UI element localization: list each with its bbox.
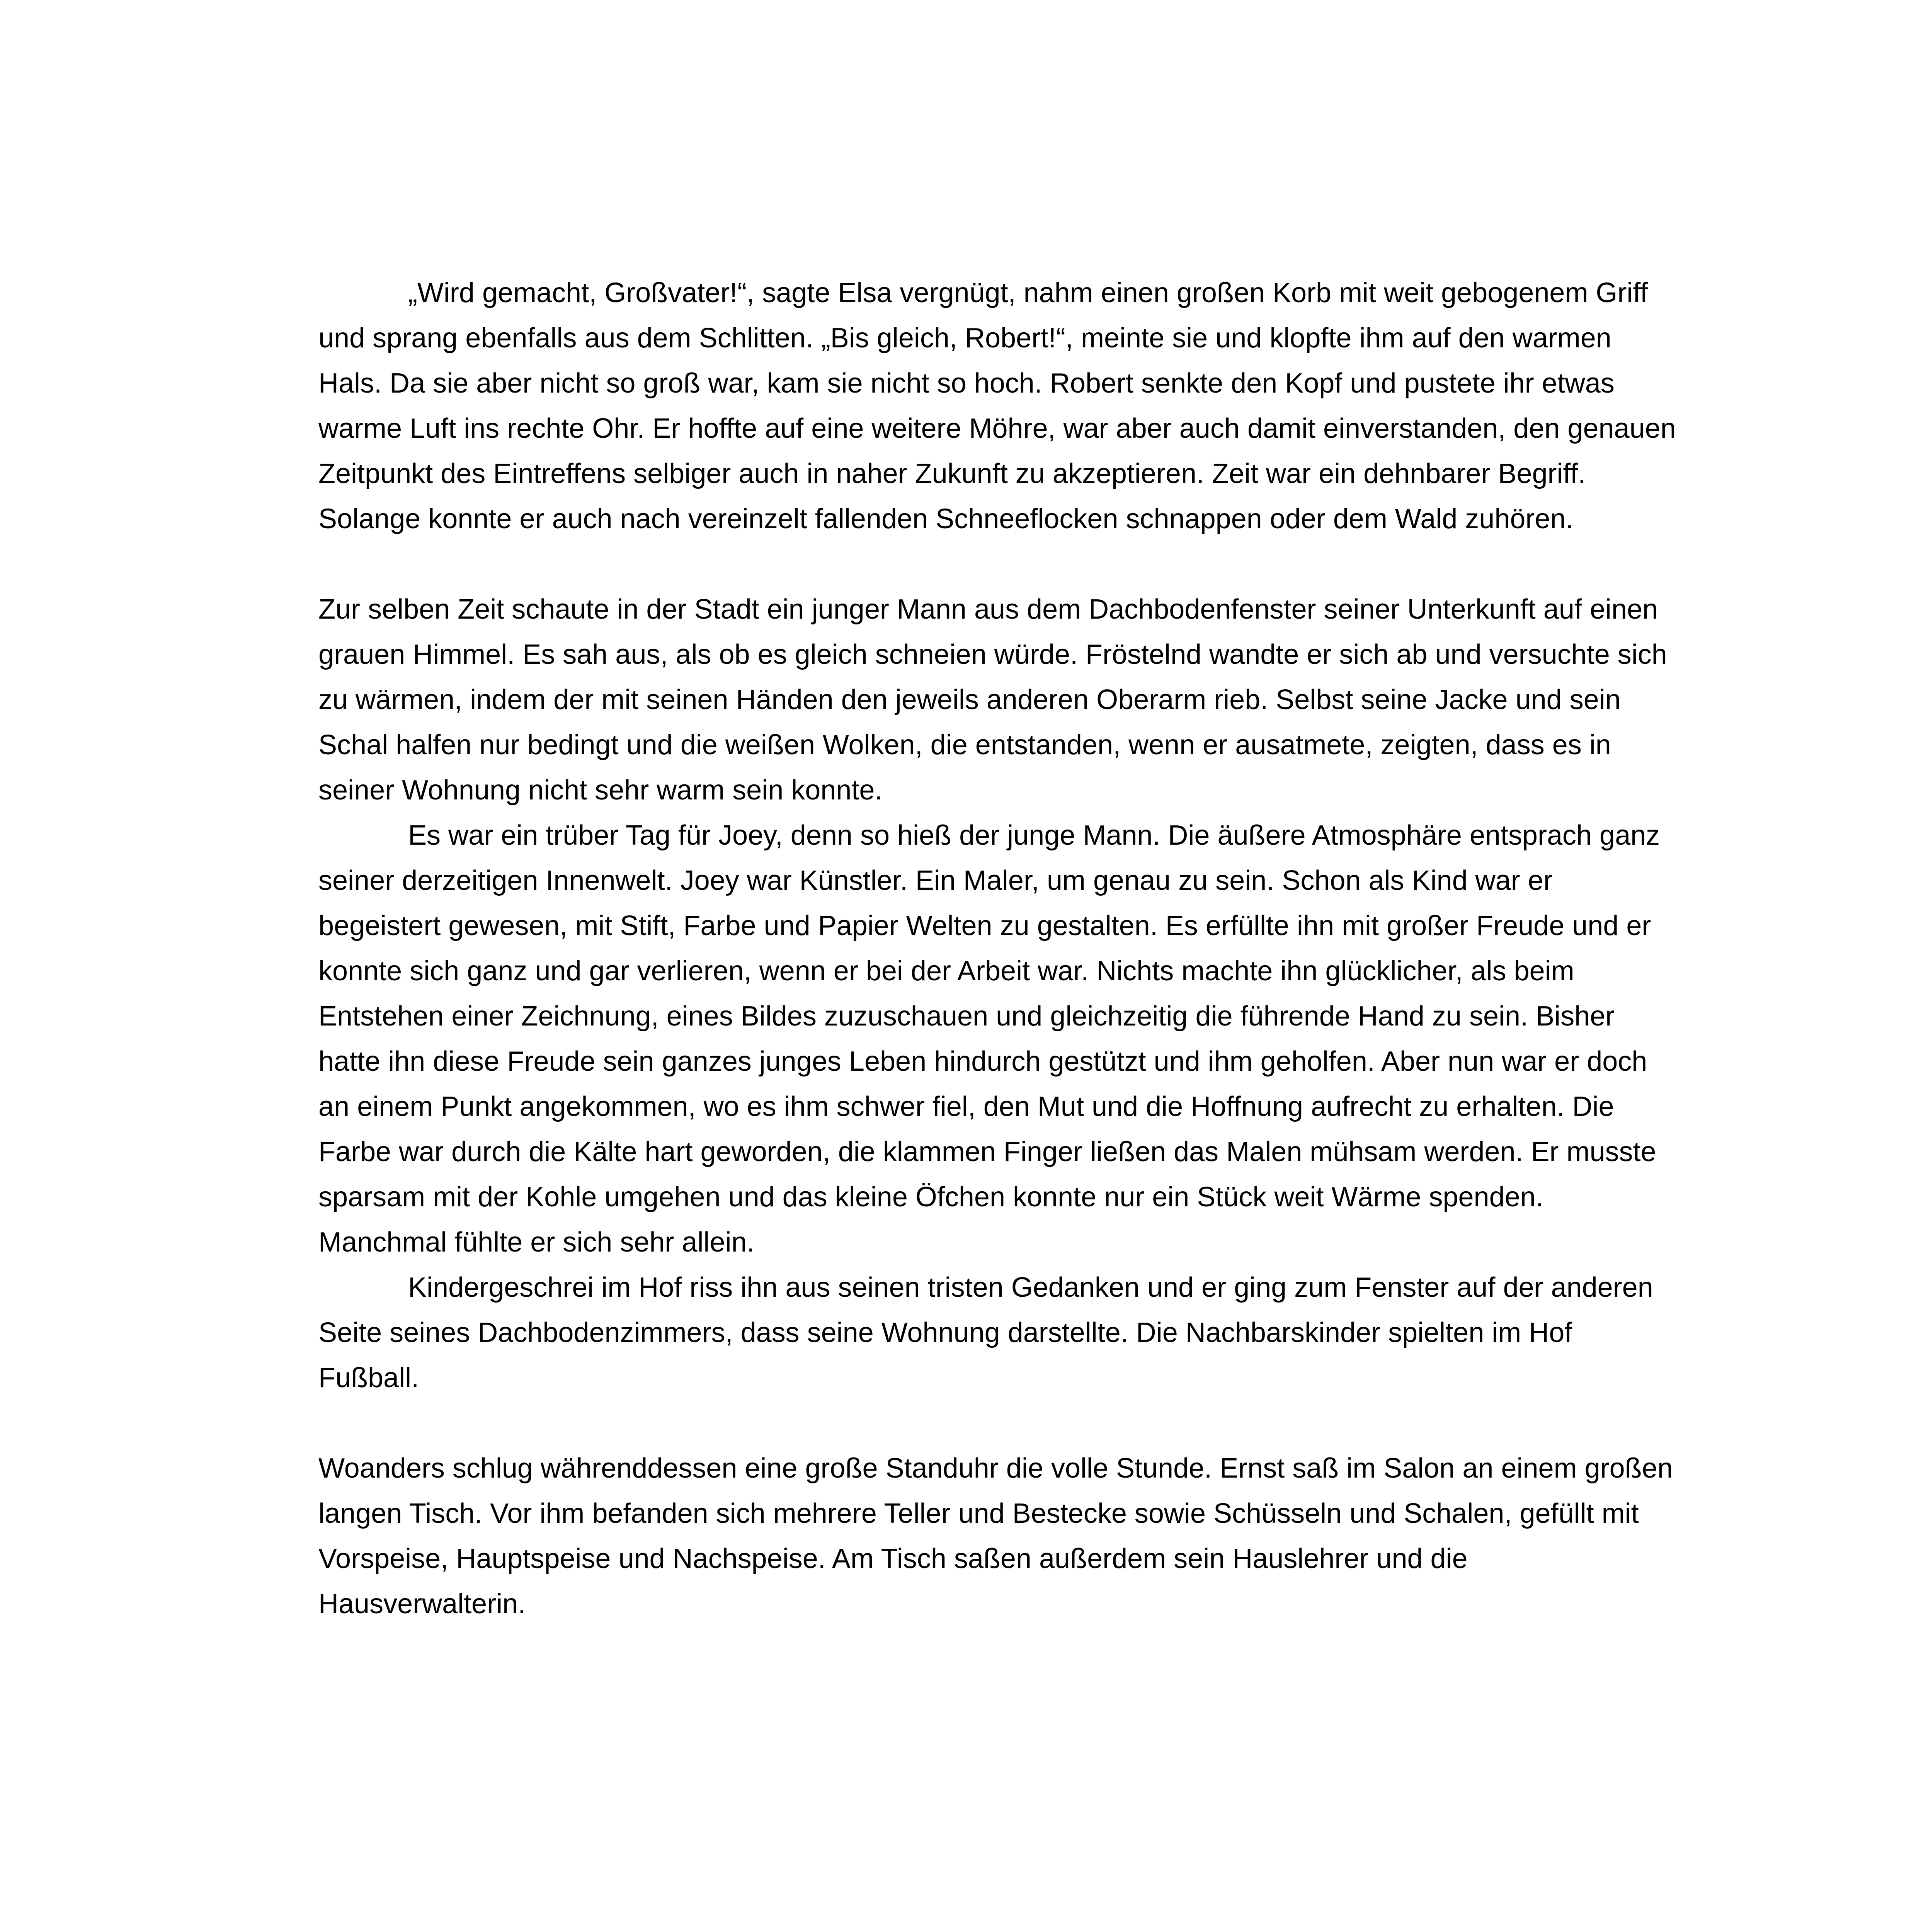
paragraph-ernst-salon: Woanders schlug währenddessen eine große Standuhr die volle Stunde. Ernst saß im Salon an einem großen langen Tisch. Vor ihm befanden sich mehrere Teller und Bestecke sowie Schüsseln und Schalen, gefüllt mit Vorspeise, Hauptspeise und Nachspeise. Am Tisch saßen außerdem sein Hauslehrer und die Hausverwalterin.	[318, 1453, 1673, 1619]
paragraph-joey-attic: Zur selben Zeit schaute in der Stadt ein junger Mann aus dem Dachbodenfenster seiner Unterkunft auf einen grauen Himmel. Es sah aus, als ob es gleich schneien würde. Fröstelnd wandte er sich ab und versuchte sich zu wärmen, indem der mit seinen Händen den jeweils anderen Oberarm rieb. Selbst seine Jacke und sein Schal halfen nur bedingt und die weißen Wolken, die entstanden, wenn er ausatmete, zeigten, dass es in seiner Wohnung nicht sehr warm sein konnte.	[318, 594, 1667, 806]
paragraph-elsa-sleigh: „Wird gemacht, Großvater!“, sagte Elsa vergnügt, nahm einen großen Korb mit weit gebogenem Griff und sprang ebenfalls aus dem Schlitten. „Bis gleich, Robert!“, meinte sie und klopfte ihm auf den warmen Hals. Da sie aber nicht so groß war, kam sie nicht so hoch. Robert senkte den Kopf und pustete ihr etwas warme Luft ins rechte Ohr. Er hoffte auf eine weitere Möhre, war aber auch damit einverstanden, den genauen Zeitpunkt des Eintreffens selbiger auch in naher Zukunft zu akzeptieren. Zeit war ein dehnbarer Begriff. Solange konnte er auch nach vereinzelt fallenden Schneeflocken schnappen oder dem Wald zuhören.	[318, 277, 1676, 534]
paragraph-children-yard: Kindergeschrei im Hof riss ihn aus seinen tristen Gedanken und er ging zum Fenster auf der anderen Seite seines Dachbodenzimmers, dass seine Wohnung darstellte. Die Nachbarskinder spielten im Hof Fußball.	[318, 1272, 1653, 1393]
paragraph-joey-artist: Es war ein trüber Tag für Joey, denn so hieß der junge Mann. Die äußere Atmosphäre entsprach ganz seiner derzeitigen Innenwelt. Joey war Künstler. Ein Maler, um genau zu sein. Schon als Kind war er begeistert gewesen, mit Stift, Farbe und Papier Welten zu gestalten. Es erfüllte ihn mit großer Freude und er konnte sich ganz und gar verlieren, wenn er bei der Arbeit war. Nichts machte ihn glücklicher, als beim Entstehen einer Zeichnung, eines Bildes zuzuschauen und gleichzeitig die führende Hand zu sein. Bisher hatte ihn diese Freude sein ganzes junges Leben hindurch gestützt und ihm geholfen. Aber nun war er doch an einem Punkt angekommen, wo es ihm schwer fiel, den Mut und die Hoffnung aufrecht zu erhalten. Die Farbe war durch die Kälte hart geworden, die klammen Finger ließen das Malen mühsam werden. Er musste sparsam mit der Kohle umgehen und das kleine Öfchen konnte nur ein Stück weit Wärme spenden. Manchmal fühlte er sich sehr allein.	[318, 820, 1660, 1258]
text-body	[318, 270, 1679, 1627]
